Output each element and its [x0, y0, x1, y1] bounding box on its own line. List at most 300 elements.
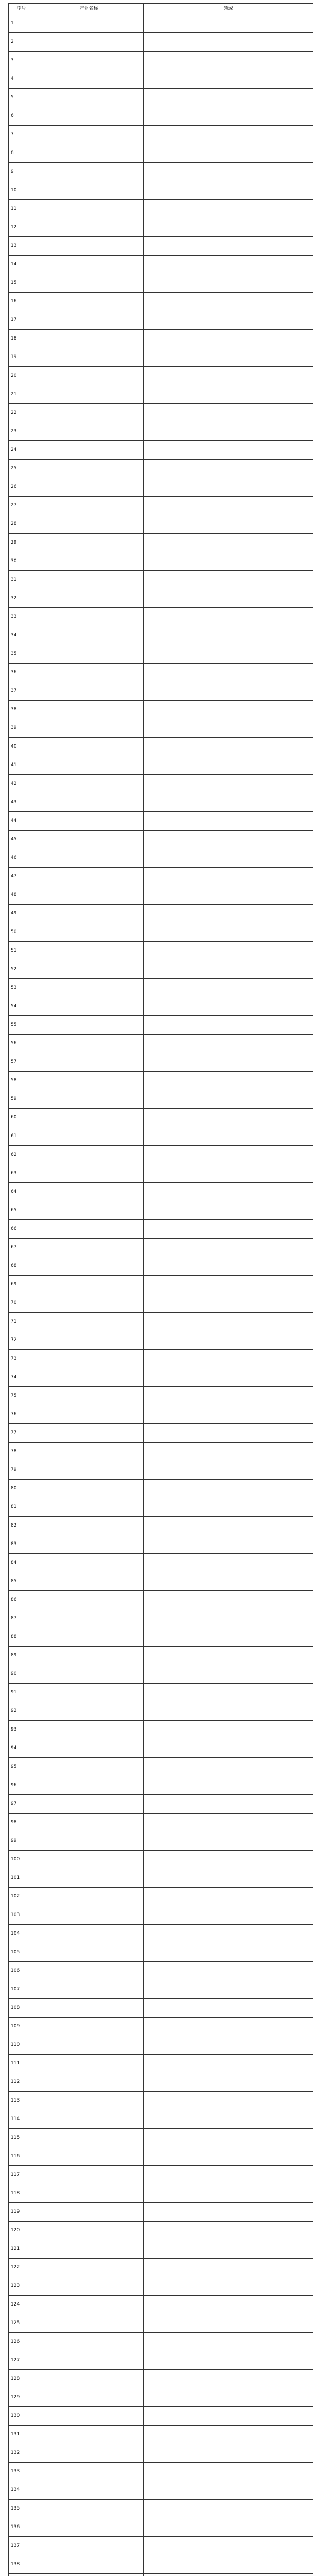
row-category	[34, 2296, 144, 2314]
row-number: 56	[9, 1035, 34, 1053]
row-category	[34, 1164, 144, 1183]
row-field	[144, 1628, 313, 1647]
table-row	[9, 2463, 313, 2481]
row-category	[34, 1572, 144, 1591]
row-field	[144, 2370, 313, 2388]
table-row	[9, 2259, 313, 2277]
row-category	[34, 1758, 144, 1776]
table-row	[9, 1980, 313, 1999]
row-field	[144, 1480, 313, 1498]
row-number: 5	[9, 89, 34, 107]
table-row	[9, 1424, 313, 1443]
row-category	[34, 2129, 144, 2147]
row-field	[144, 311, 313, 330]
row-category	[34, 1183, 144, 1201]
row-field	[144, 979, 313, 997]
row-number: 94	[9, 1739, 34, 1758]
row-number: 129	[9, 2388, 34, 2407]
row-field	[144, 682, 313, 701]
row-field	[144, 1387, 313, 1405]
row-number: 120	[9, 2222, 34, 2240]
row-number: 117	[9, 2166, 34, 2184]
row-number: 114	[9, 2110, 34, 2129]
row-field	[144, 1016, 313, 1035]
table-row	[9, 2388, 313, 2407]
row-number: 45	[9, 831, 34, 849]
table-row	[9, 2426, 313, 2444]
row-field	[144, 33, 313, 52]
row-number	[9, 2574, 34, 2576]
row-category	[34, 1869, 144, 1888]
table-row	[9, 1443, 313, 1461]
row-field	[144, 1239, 313, 1257]
row-category	[34, 1888, 144, 1906]
row-category	[34, 2444, 144, 2463]
row-number: 65	[9, 1201, 34, 1220]
row-category	[34, 2574, 144, 2576]
row-category	[34, 330, 144, 348]
row-field	[144, 2073, 313, 2092]
table-row	[9, 2444, 313, 2463]
row-number: 61	[9, 1127, 34, 1146]
row-category	[34, 1906, 144, 1925]
row-number: 18	[9, 330, 34, 348]
table-row	[9, 348, 313, 367]
row-number: 28	[9, 515, 34, 534]
row-number: 30	[9, 552, 34, 571]
row-number: 27	[9, 497, 34, 515]
row-category	[34, 1535, 144, 1554]
row-field	[144, 2129, 313, 2147]
table-row	[9, 2222, 313, 2240]
row-number: 113	[9, 2092, 34, 2110]
row-field	[144, 756, 313, 775]
row-field	[144, 2147, 313, 2166]
row-number: 17	[9, 311, 34, 330]
row-field	[144, 1164, 313, 1183]
table-row	[9, 1906, 313, 1925]
row-category	[34, 1814, 144, 1832]
table-row	[9, 181, 313, 200]
row-number: 82	[9, 1517, 34, 1535]
row-number: 101	[9, 1869, 34, 1888]
row-field	[144, 1294, 313, 1313]
table-row	[9, 942, 313, 960]
row-number: 107	[9, 1980, 34, 1999]
row-number: 6	[9, 107, 34, 126]
row-field	[144, 1999, 313, 2018]
row-number: 116	[9, 2147, 34, 2166]
table-row	[9, 1925, 313, 1943]
row-number: 76	[9, 1405, 34, 1424]
row-field	[144, 1832, 313, 1851]
table-row	[9, 1294, 313, 1313]
table-row	[9, 2073, 313, 2092]
row-number: 137	[9, 2537, 34, 2555]
row-category	[34, 144, 144, 163]
row-field	[144, 1461, 313, 1480]
table-row	[9, 626, 313, 645]
row-number: 60	[9, 1109, 34, 1127]
row-category	[34, 1220, 144, 1239]
table-row	[9, 478, 313, 497]
row-field	[144, 534, 313, 552]
row-number: 77	[9, 1424, 34, 1443]
row-category	[34, 200, 144, 218]
table-row	[9, 1405, 313, 1424]
industry-table	[8, 3, 313, 2576]
row-category	[34, 293, 144, 311]
table-row	[9, 404, 313, 422]
row-number: 134	[9, 2481, 34, 2500]
row-category	[34, 14, 144, 33]
table-row	[9, 2147, 313, 2166]
row-field	[144, 1146, 313, 1164]
row-number: 9	[9, 163, 34, 181]
row-number: 111	[9, 2055, 34, 2073]
row-category	[34, 2518, 144, 2537]
row-number: 119	[9, 2203, 34, 2222]
row-field	[144, 923, 313, 942]
row-category	[34, 2073, 144, 2092]
table-row	[9, 1591, 313, 1609]
row-field	[144, 1276, 313, 1294]
table-row	[9, 2092, 313, 2110]
row-number: 68	[9, 1257, 34, 1276]
row-field	[144, 1331, 313, 1350]
row-category	[34, 719, 144, 738]
row-category	[34, 2184, 144, 2203]
row-category	[34, 1443, 144, 1461]
table-row	[9, 738, 313, 756]
row-number: 112	[9, 2073, 34, 2092]
row-field	[144, 2351, 313, 2370]
table-row	[9, 2333, 313, 2351]
row-number: 100	[9, 1851, 34, 1869]
row-number: 48	[9, 886, 34, 905]
row-number: 71	[9, 1313, 34, 1331]
table-row	[9, 1313, 313, 1331]
table-row	[9, 1201, 313, 1220]
row-category	[34, 2092, 144, 2110]
row-category	[34, 1665, 144, 1684]
row-category	[34, 2203, 144, 2222]
row-number: 135	[9, 2500, 34, 2518]
row-field	[144, 107, 313, 126]
header-no: 序号	[9, 4, 34, 14]
row-category	[34, 1684, 144, 1702]
row-category	[34, 1498, 144, 1517]
row-category	[34, 1832, 144, 1851]
row-category	[34, 886, 144, 905]
table-row	[9, 645, 313, 664]
table-row	[9, 793, 313, 812]
row-category	[34, 1776, 144, 1795]
row-number: 21	[9, 385, 34, 404]
table-row	[9, 1331, 313, 1350]
row-number: 52	[9, 960, 34, 979]
table-row	[9, 126, 313, 144]
row-number: 90	[9, 1665, 34, 1684]
table-row	[9, 200, 313, 218]
table-row	[9, 2351, 313, 2370]
row-field	[144, 738, 313, 756]
table-row	[9, 608, 313, 626]
row-field	[144, 1257, 313, 1276]
row-category	[34, 33, 144, 52]
row-category	[34, 960, 144, 979]
table-row	[9, 2129, 313, 2147]
row-category	[34, 2147, 144, 2166]
row-category	[34, 1647, 144, 1665]
row-number: 67	[9, 1239, 34, 1257]
row-category	[34, 256, 144, 274]
table-row	[9, 1239, 313, 1257]
row-field	[144, 1517, 313, 1535]
header-category: 产业名称	[34, 4, 144, 14]
table-body	[9, 14, 313, 2576]
table-row	[9, 979, 313, 997]
row-field	[144, 2407, 313, 2426]
row-field	[144, 793, 313, 812]
row-category	[34, 1962, 144, 1980]
table-row	[9, 2518, 313, 2537]
row-field	[144, 2018, 313, 2036]
row-field	[144, 385, 313, 404]
row-field	[144, 1090, 313, 1109]
table-row	[9, 1739, 313, 1758]
row-category	[34, 1554, 144, 1572]
row-category	[34, 2036, 144, 2055]
row-field	[144, 1851, 313, 1869]
table-row	[9, 1776, 313, 1795]
row-category	[34, 89, 144, 107]
table-row	[9, 1220, 313, 1239]
row-field	[144, 1869, 313, 1888]
row-field	[144, 2426, 313, 2444]
row-category	[34, 1053, 144, 1072]
table-row	[9, 1183, 313, 1201]
table-row	[9, 52, 313, 70]
row-number: 55	[9, 1016, 34, 1035]
row-category	[34, 1405, 144, 1424]
table-row	[9, 2277, 313, 2296]
row-category	[34, 237, 144, 256]
table-row	[9, 1387, 313, 1405]
row-category	[34, 2110, 144, 2129]
table-row	[9, 2370, 313, 2388]
row-category	[34, 1239, 144, 1257]
row-field	[144, 1368, 313, 1387]
row-category	[34, 460, 144, 478]
row-number: 31	[9, 571, 34, 589]
row-field	[144, 126, 313, 144]
row-category	[34, 478, 144, 497]
row-field	[144, 1220, 313, 1239]
table-row	[9, 2407, 313, 2426]
table-row	[9, 1461, 313, 1480]
row-category	[34, 1016, 144, 1035]
table-row	[9, 1257, 313, 1276]
table-row	[9, 1702, 313, 1721]
table-row	[9, 385, 313, 404]
row-field	[144, 2333, 313, 2351]
row-category	[34, 645, 144, 664]
table-row	[9, 274, 313, 293]
table-row	[9, 70, 313, 89]
row-category	[34, 2222, 144, 2240]
table-row	[9, 33, 313, 52]
table-row	[9, 2574, 313, 2576]
row-category	[34, 1461, 144, 1480]
row-field	[144, 2388, 313, 2407]
table-row	[9, 2018, 313, 2036]
row-field	[144, 2259, 313, 2277]
row-field	[144, 1591, 313, 1609]
row-category	[34, 2407, 144, 2426]
row-category	[34, 404, 144, 422]
row-number: 132	[9, 2444, 34, 2463]
row-number: 136	[9, 2518, 34, 2537]
row-field	[144, 404, 313, 422]
row-category	[34, 497, 144, 515]
row-field	[144, 905, 313, 923]
row-field	[144, 1888, 313, 1906]
row-field	[144, 608, 313, 626]
row-number: 88	[9, 1628, 34, 1647]
row-field	[144, 1684, 313, 1702]
table-row	[9, 2537, 313, 2555]
row-number: 66	[9, 1220, 34, 1239]
row-field	[144, 1424, 313, 1443]
row-number: 51	[9, 942, 34, 960]
table-row	[9, 1943, 313, 1962]
table-row	[9, 422, 313, 441]
row-number: 32	[9, 589, 34, 608]
row-field	[144, 441, 313, 460]
row-category	[34, 1609, 144, 1628]
row-field	[144, 14, 313, 33]
table-row	[9, 107, 313, 126]
row-number: 89	[9, 1647, 34, 1665]
row-category	[34, 2555, 144, 2574]
row-number: 102	[9, 1888, 34, 1906]
row-number: 40	[9, 738, 34, 756]
row-category	[34, 775, 144, 793]
row-number: 110	[9, 2036, 34, 2055]
table-row	[9, 1276, 313, 1294]
row-field	[144, 1498, 313, 1517]
table-row	[9, 1572, 313, 1591]
table-row	[9, 515, 313, 534]
row-category	[34, 2259, 144, 2277]
row-number: 38	[9, 701, 34, 719]
row-number: 131	[9, 2426, 34, 2444]
row-field	[144, 163, 313, 181]
row-category	[34, 571, 144, 589]
table-row	[9, 1665, 313, 1684]
row-field	[144, 2036, 313, 2055]
row-category	[34, 311, 144, 330]
table-row	[9, 2166, 313, 2184]
row-field	[144, 1980, 313, 1999]
table-row	[9, 1962, 313, 1980]
row-field	[144, 144, 313, 163]
row-number: 22	[9, 404, 34, 422]
row-category	[34, 2055, 144, 2073]
row-number: 37	[9, 682, 34, 701]
table-row	[9, 144, 313, 163]
table-row	[9, 330, 313, 348]
row-category	[34, 1628, 144, 1647]
row-field	[144, 645, 313, 664]
row-number: 62	[9, 1146, 34, 1164]
row-field	[144, 1795, 313, 1814]
row-number: 72	[9, 1331, 34, 1350]
row-field	[144, 626, 313, 645]
row-number: 91	[9, 1684, 34, 1702]
row-number: 4	[9, 70, 34, 89]
row-field	[144, 2240, 313, 2259]
table-row	[9, 1368, 313, 1387]
table-row	[9, 218, 313, 237]
row-category	[34, 70, 144, 89]
row-field	[144, 237, 313, 256]
row-number: 3	[9, 52, 34, 70]
row-category	[34, 1591, 144, 1609]
row-field	[144, 2537, 313, 2555]
row-number: 7	[9, 126, 34, 144]
row-number: 58	[9, 1072, 34, 1090]
table-row	[9, 367, 313, 385]
row-category	[34, 2166, 144, 2184]
row-category	[34, 2314, 144, 2333]
table-row	[9, 552, 313, 571]
table-row	[9, 2296, 313, 2314]
row-field	[144, 1572, 313, 1591]
row-field	[144, 719, 313, 738]
row-field	[144, 1776, 313, 1795]
row-number: 59	[9, 1090, 34, 1109]
row-category	[34, 701, 144, 719]
table-row	[9, 1350, 313, 1368]
row-category	[34, 422, 144, 441]
row-number: 98	[9, 1814, 34, 1832]
row-category	[34, 534, 144, 552]
table-row	[9, 571, 313, 589]
row-number: 54	[9, 997, 34, 1016]
row-category	[34, 2463, 144, 2481]
row-field	[144, 478, 313, 497]
row-category	[34, 1702, 144, 1721]
row-number: 86	[9, 1591, 34, 1609]
row-number: 26	[9, 478, 34, 497]
row-category	[34, 126, 144, 144]
row-category	[34, 2240, 144, 2259]
row-category	[34, 942, 144, 960]
table-row	[9, 589, 313, 608]
row-field	[144, 701, 313, 719]
table-row	[9, 905, 313, 923]
row-category	[34, 1795, 144, 1814]
row-number: 36	[9, 664, 34, 682]
table-row	[9, 1480, 313, 1498]
row-category	[34, 348, 144, 367]
table-row	[9, 1851, 313, 1869]
row-field	[144, 942, 313, 960]
row-number: 20	[9, 367, 34, 385]
row-field	[144, 571, 313, 589]
